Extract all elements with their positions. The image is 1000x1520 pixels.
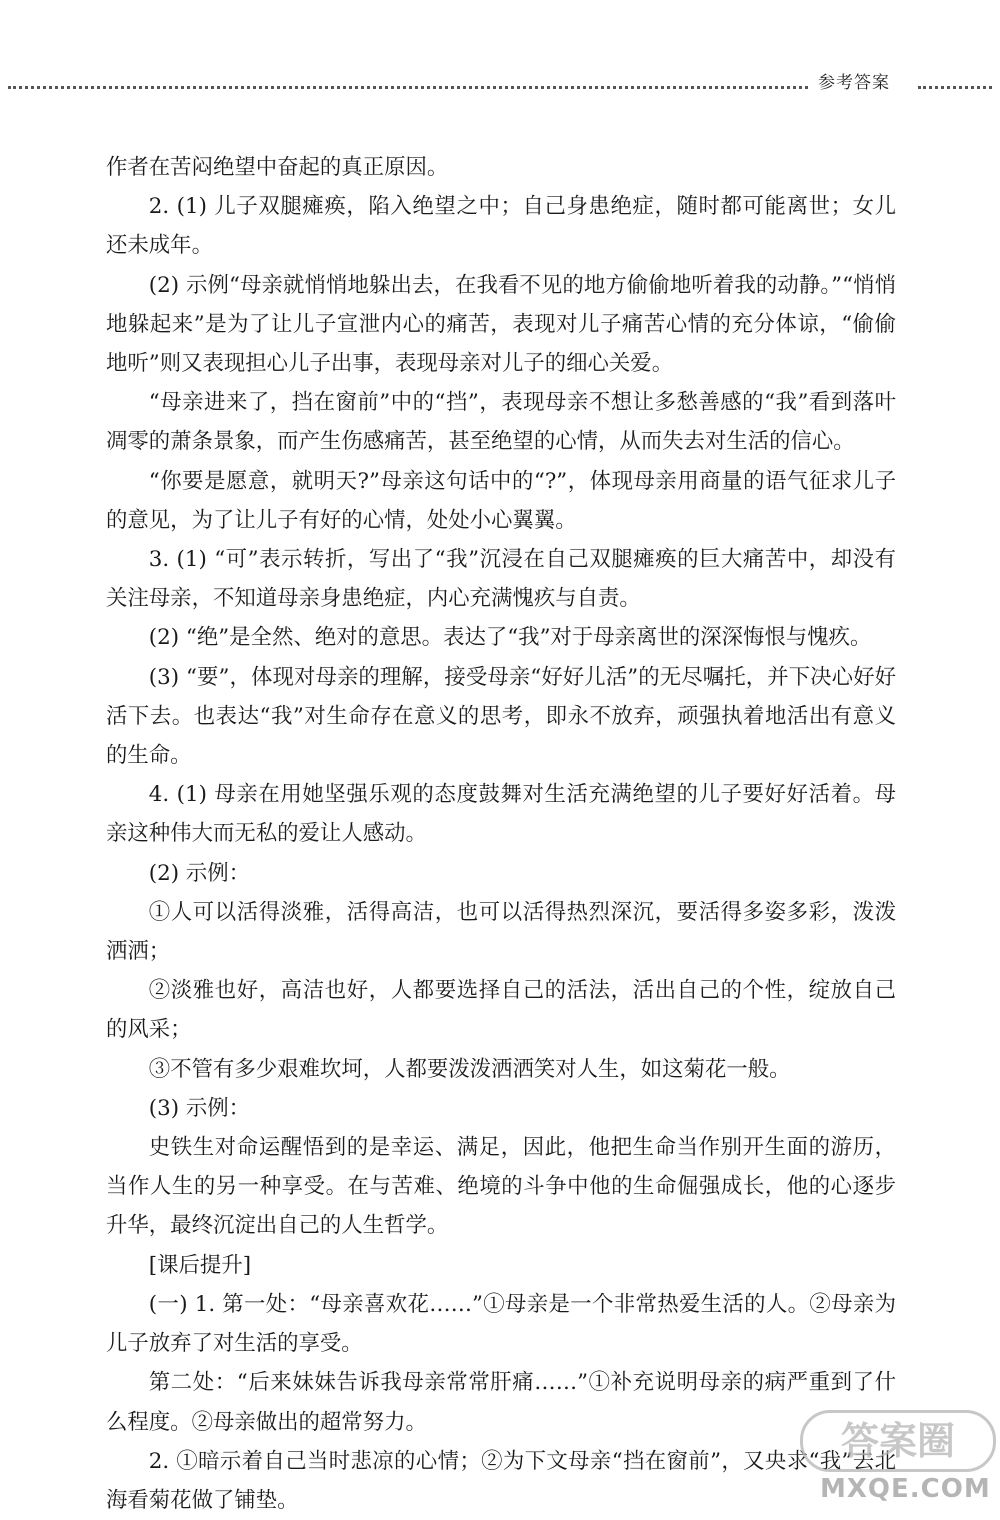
paragraph: 2. (1) 儿子双腿瘫痪，陷入绝望之中；自己身患绝症，随时都可能离世；女儿还未成年。	[106, 194, 896, 259]
paragraph: 史铁生对命运醒悟到的是幸运、满足，因此，他把生命当作别开生面的游历，当作人生的另一种享受。在与苦难、绝境的斗争中他的生命倔强成长，他的心逐步升华，最终沉淀出自己的人生哲学。	[106, 1135, 896, 1239]
answer-text-body	[106, 148, 896, 1520]
header-title: 参考答案	[818, 73, 890, 93]
header-dotted-rule-right	[918, 86, 992, 89]
watermark-url-text: MXQE.COM	[820, 1474, 991, 1504]
page-header	[0, 62, 1000, 102]
paragraph: (3) 示例：	[148, 1095, 251, 1121]
paragraph: 4. (1) 母亲在用她坚强乐观的态度鼓舞对生活充满绝望的儿子要好好活着。母亲这种伟大而无私的爱让人感动。	[106, 782, 896, 847]
paragraph: 2. ①暗示着自己当时悲凉的心情；②为下文母亲“挡在窗前”，又央求“我”去北海看菊花做了铺垫。	[106, 1448, 896, 1513]
watermark-logo	[800, 1400, 1000, 1514]
paragraph: (3) “要”，体现对母亲的理解，接受母亲“好好儿活”的无尽嘱托，并下决心好好活下去。也表达“我”对生命存在意义的思考，即永不放弃，顽强执着地活出有意义的生命。	[106, 664, 896, 769]
paragraph: “你要是愿意，就明天?”母亲这句话中的“?”，体现母亲用商量的语气征求儿子的意见，为了让儿子有好的心情，处处小心翼翼。	[106, 468, 896, 533]
watermark-logo-text: 答案圈	[800, 1410, 996, 1472]
paragraph: 作者在苦闷绝望中奋起的真正原因。	[106, 155, 449, 180]
paragraph: ③不管有多少艰难坎坷，人都要泼泼洒洒笑对人生，如这菊花一般。	[148, 1056, 791, 1082]
paragraph: (2) “绝”是全然、绝对的意思。表达了“我”对于母亲离世的深深悔恨与愧疚。	[148, 625, 872, 651]
paragraph: 3. (1) “可”表示转折，写出了“我”沉浸在自己双腿瘫痪的巨大痛苦中，却没有关注母亲，不知道母亲身患绝症，内心充满愧疚与自责。	[106, 547, 896, 612]
paragraph: “母亲进来了，挡在窗前”中的“挡”，表现母亲不想让多愁善感的“我”看到落叶凋零的萧条景象，而产生伤感痛苦，甚至绝望的心情，从而失去对生活的信心。	[106, 390, 896, 455]
paragraph: 第二处：“后来妹妹告诉我母亲常常肝痛……”①补充说明母亲的病严重到了什么程度。②母亲做出的超常努力。	[106, 1370, 896, 1435]
paragraph: ②淡雅也好，高洁也好，人都要选择自己的活法，活出自己的个性，绽放自己的风采；	[106, 978, 896, 1043]
paragraph: (一) 1. 第一处：“母亲喜欢花……”①母亲是一个非常热爱生活的人。②母亲为儿子放弃了对生活的享受。	[106, 1291, 896, 1357]
paragraph: (2) 示例“母亲就悄悄地躲出去，在我看不见的地方偷偷地听着我的动静。”“悄悄地躲起来”是为了让儿子宣泄内心的痛苦，表现对儿子痛苦心情的充分体谅，“偷偷地听”则又表现担心儿子出事，表现母亲对儿子的细心关爱。	[106, 272, 896, 377]
paragraph: ①人可以活得淡雅，活得高洁，也可以活得热烈深沉，要活得多姿多彩，泼泼洒洒；	[106, 899, 896, 965]
paragraph: (2) 示例：	[148, 860, 251, 886]
header-dotted-rule-left	[8, 86, 808, 89]
section-heading: [课后提升]	[148, 1252, 252, 1278]
